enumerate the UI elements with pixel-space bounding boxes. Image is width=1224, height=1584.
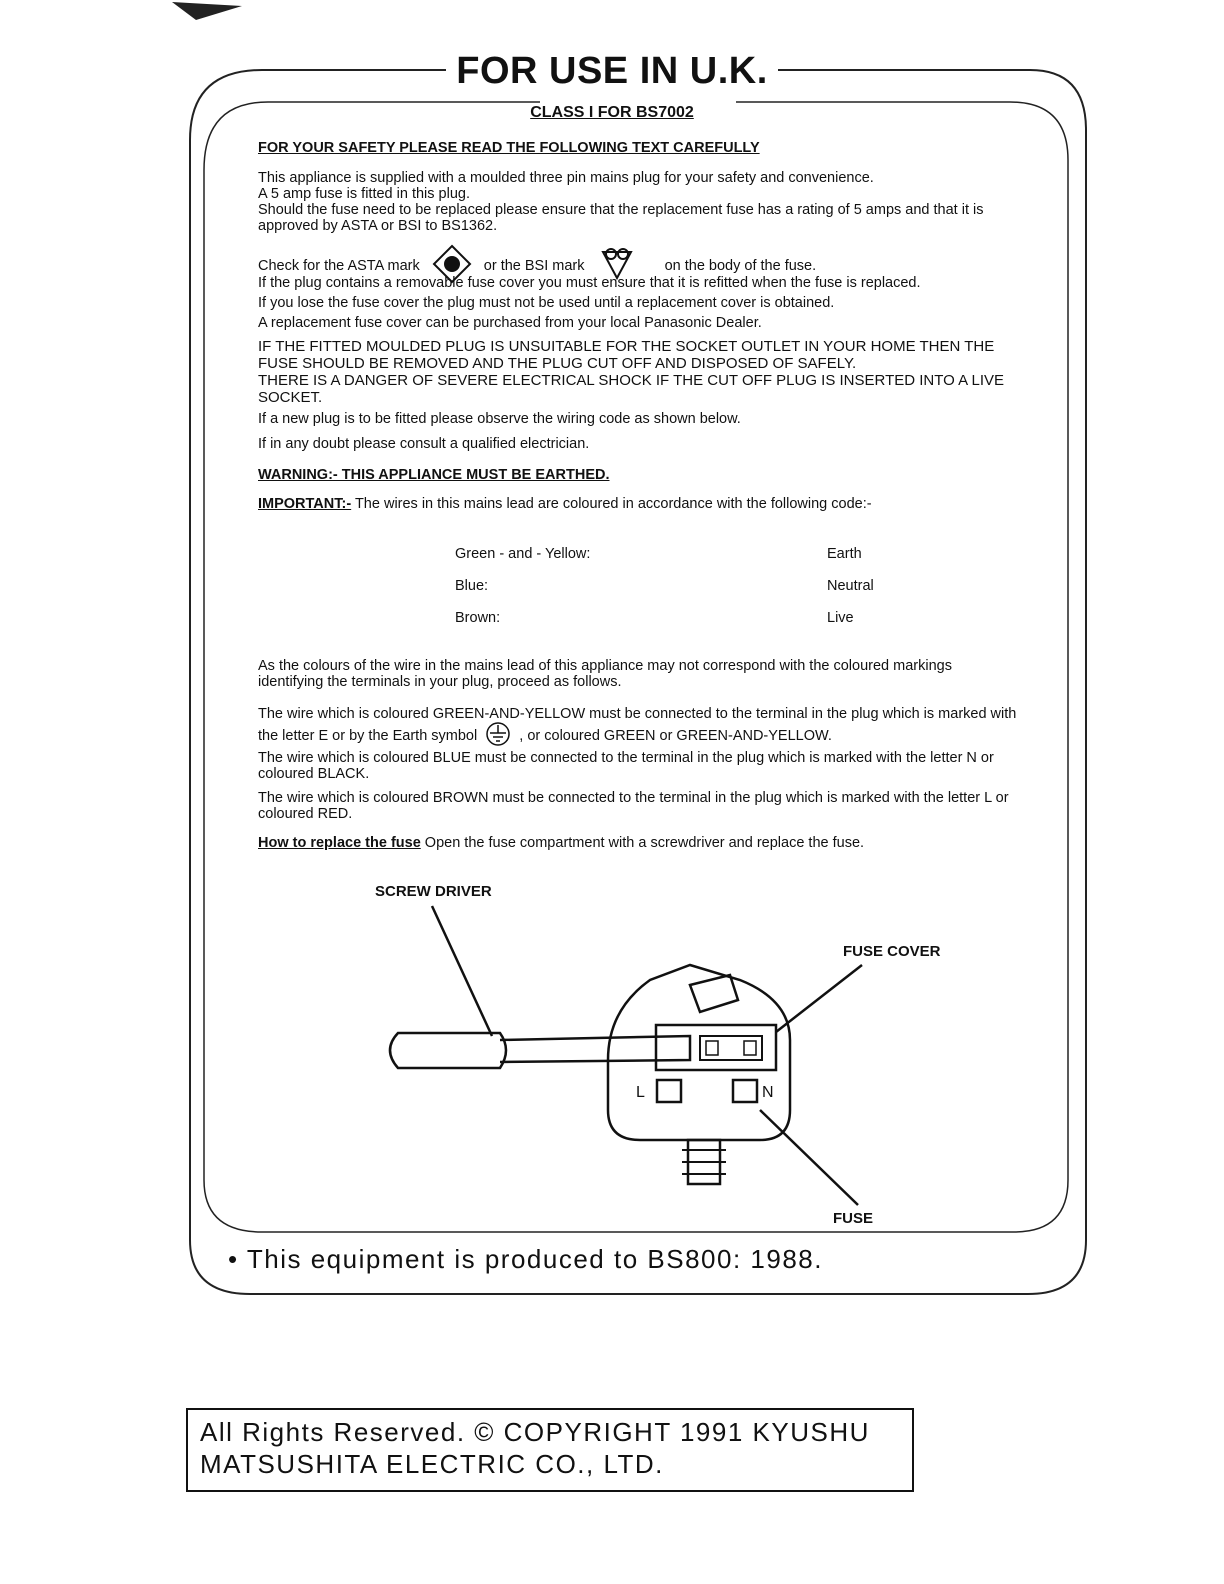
- terminal-live: [657, 1080, 681, 1102]
- important-text: The wires in this mains lead are coloured in accordance with the following code:-: [354, 496, 872, 512]
- para-plug: This appliance is supplied with a moulded three pin mains plug for your safety and convenience.: [258, 170, 874, 186]
- page-subtitle: CLASS I FOR BS7002: [530, 104, 694, 121]
- safety-heading: FOR YOUR SAFETY PLEASE READ THE FOLLOWING TEXT CAREFULLY: [258, 140, 760, 156]
- para-new-plug: If a new plug is to be fitted please observe the wiring code as shown below.: [258, 411, 741, 427]
- screwdriver-shaft: [500, 1036, 690, 1062]
- green-text-a: The wire which is coloured GREEN-AND-YELLOW must be connected to the terminal in the plug which is marked with the letter E or by the Earth symbol: [258, 706, 1017, 744]
- wire-code-meaning-1: Earth: [827, 546, 862, 562]
- bs-statement: • This equipment is produced to BS800: 1988.: [228, 1244, 823, 1274]
- screwdriver-label: SCREW DRIVER: [375, 883, 492, 900]
- copyright-line-2: MATSUSHITA ELECTRIC CO., LTD.: [200, 1449, 664, 1479]
- green-text-b: , or coloured GREEN or GREEN-AND-YELLOW.: [519, 727, 832, 744]
- wire-code-colour-1: Green - and - Yellow:: [455, 546, 591, 562]
- bullet-icon: •: [228, 1244, 247, 1274]
- terminal-neutral: [733, 1080, 757, 1102]
- fuse-cover-label: FUSE COVER: [843, 943, 941, 960]
- fuse-label: FUSE: [833, 1210, 874, 1227]
- para-replace: Should the fuse need to be replaced please ensure that the replacement fuse has a rating of 5 amps and that it is approved by ASTA or BSI to BS1362.: [258, 202, 984, 234]
- wire-code-meaning-2: Neutral: [827, 578, 874, 594]
- para-fuse-cover-1: If the plug contains a removable fuse cover you must ensure that it is refitted when the fuse is replaced.: [258, 275, 921, 291]
- para-brown: The wire which is coloured BROWN must be connected to the terminal in the plug which is marked with the letter L or coloured RED.: [258, 790, 1009, 822]
- para-fuse-cover-2: If you lose the fuse cover the plug must not be used until a replacement cover is obtained.: [258, 295, 835, 311]
- wire-code-colour-3: Brown:: [455, 610, 501, 626]
- wire-code-meaning-3: Live: [827, 610, 854, 626]
- para-blue: The wire which is coloured BLUE must be connected to the terminal in the plug which is marked with the letter N or coloured BLACK.: [258, 750, 994, 782]
- mark-or-text: or the BSI mark: [483, 257, 585, 274]
- para-fuse: A 5 amp fuse is fitted in this plug.: [258, 186, 470, 202]
- copyright-box: [186, 1408, 914, 1492]
- terminal-l-label: L: [636, 1084, 645, 1101]
- para-doubt: If in any doubt please consult a qualified electrician.: [258, 436, 590, 452]
- para-intro: As the colours of the wire in the mains lead of this appliance may not correspond with the coloured markings identifying the terminals in your plug, proceed as follows.: [258, 658, 952, 690]
- replace-fuse-label: How to replace the fuse: [258, 835, 421, 851]
- fuse-compartment: [656, 1025, 776, 1070]
- copyright-line-1: All Rights Reserved. © COPYRIGHT 1991 KYUSHU: [200, 1417, 870, 1447]
- terminal-n-label: N: [762, 1084, 774, 1101]
- para-fuse-cover-3: A replacement fuse cover can be purchased from your local Panasonic Dealer.: [258, 315, 762, 331]
- fuse-cartridge: [700, 1036, 762, 1060]
- important-label: IMPORTANT:-: [258, 496, 352, 512]
- mark-check-text: Check for the ASTA mark: [258, 257, 420, 274]
- caps-warning-1: IF THE FITTED MOULDED PLUG IS UNSUITABLE FOR THE SOCKET OUTLET IN YOUR HOME THEN THE FUSE SHOULD BE REMOVED AND THE PLUG CUT OFF AND DISPOSED OF SAFELY.: [258, 338, 995, 372]
- replace-fuse-text: Open the fuse compartment with a screwdriver and replace the fuse.: [424, 835, 865, 851]
- caps-warning-2: THERE IS A DANGER OF SEVERE ELECTRICAL SHOCK IF THE CUT OFF PLUG IS INSERTED INTO A LIVE SOCKET.: [258, 372, 1005, 406]
- screwdriver-handle: [390, 1033, 506, 1068]
- earthed-warning: WARNING:- THIS APPLIANCE MUST BE EARTHED.: [258, 467, 610, 483]
- wire-code-colour-2: Blue:: [455, 578, 489, 594]
- page-title: FOR USE IN U.K.: [0, 50, 1224, 93]
- mark-body-text: on the body of the fuse.: [664, 257, 817, 274]
